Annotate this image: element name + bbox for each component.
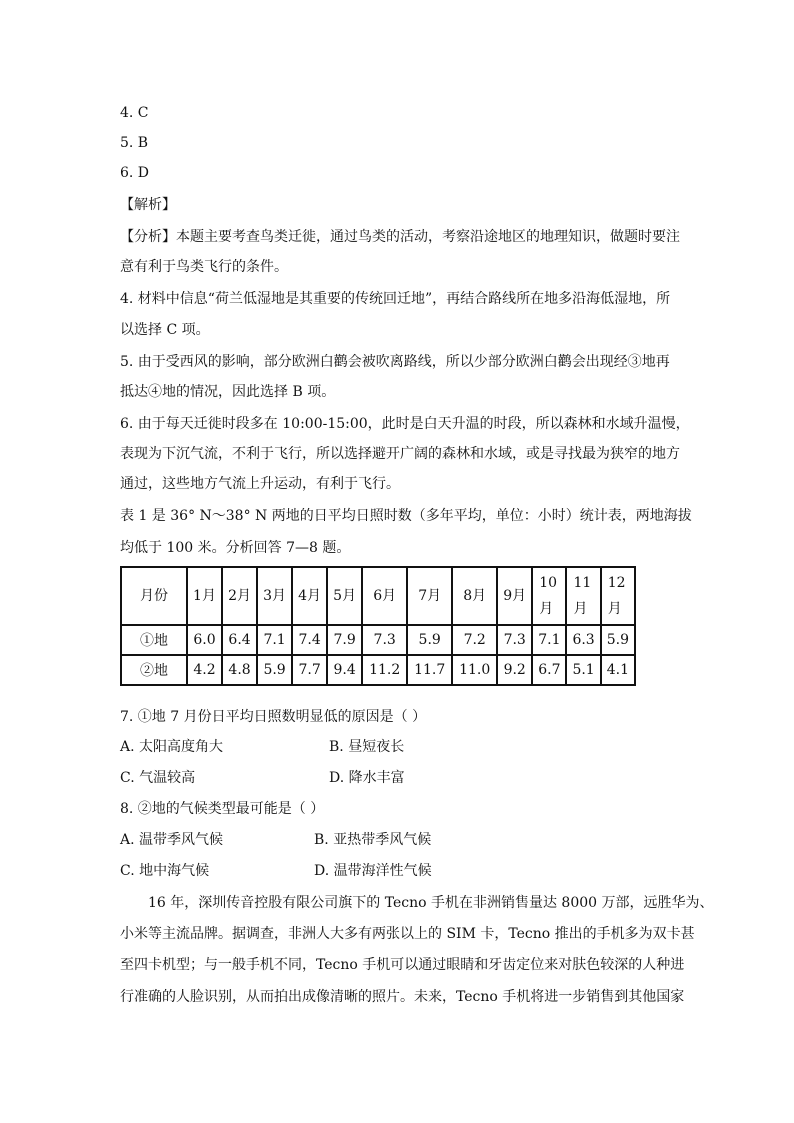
table-cell: 5.1 [566, 655, 600, 685]
answer-4: 4. C [120, 105, 149, 121]
explanation-q5: 抵达④地的情况，因此选择 B 项。 [120, 384, 336, 400]
table-cell: 6.4 [222, 625, 257, 655]
table-cell: 7.1 [532, 625, 566, 655]
q8-option-c: C. 地中海气候 [120, 863, 210, 879]
table-intro: 均低于 100 米。分析回答 7—8 题。 [120, 540, 351, 556]
answer-6: 6. D [120, 165, 150, 181]
table-cell: 4.1 [601, 655, 635, 685]
header-cell-bottom: 月 [573, 601, 588, 617]
question-7-stem: 7. ①地 7 月份日平均日照数明显低的原因是（ ） [120, 709, 427, 725]
table-row [121, 655, 635, 685]
header-cell: 1月 [187, 567, 222, 625]
table-cell: 7.3 [362, 625, 407, 655]
header-cell [532, 567, 566, 625]
table-cell: 5.9 [257, 655, 292, 685]
sunshine-table [120, 566, 636, 686]
row-label: ②地 [121, 655, 187, 685]
passage-line: 至四卡机型；与一般手机不同，Tecno 手机可以通过眼睛和牙齿定位来对肤色较深的人种进 [120, 957, 685, 973]
header-cell-top: 11 [573, 575, 592, 591]
table-cell: 11.7 [407, 655, 452, 685]
table-cell: 4.8 [222, 655, 257, 685]
q7-option-c: C. 气温较高 [120, 770, 196, 786]
table-cell: 7.4 [292, 625, 327, 655]
table-cell: 7.2 [452, 625, 497, 655]
header-cell: 8月 [452, 567, 497, 625]
header-cell: 6月 [362, 567, 407, 625]
table-cell: 6.7 [532, 655, 566, 685]
q8-option-d: D. 温带海洋性气候 [314, 863, 432, 879]
header-cell [601, 567, 635, 625]
passage-line: 行准确的人脸识别，从而拍出成像清晰的照片。未来，Tecno 手机将进一步销售到其他国家 [120, 989, 685, 1005]
analysis-line: 意有利于鸟类飞行的条件。 [120, 259, 288, 275]
table-cell: 4.2 [187, 655, 222, 685]
explanation-q4: 以选择 C 项。 [120, 322, 210, 338]
header-cell: 月份 [121, 567, 187, 625]
table-cell: 7.3 [497, 625, 532, 655]
header-cell-bottom: 月 [539, 601, 554, 617]
table-header-row [121, 567, 635, 625]
header-cell-top: 12 [607, 575, 626, 591]
q7-option-b: B. 昼短夜长 [329, 739, 405, 755]
explanation-q4: 4. 材料中信息“荷兰低湿地是其重要的传统回迁地”，再结合路线所在地多沿海低湿地，所 [120, 291, 671, 307]
table-cell: 6.0 [187, 625, 222, 655]
section-label: 【解析】 [120, 197, 176, 213]
header-cell: 4月 [292, 567, 327, 625]
q8-option-b: B. 亚热带季风气候 [314, 832, 432, 848]
header-cell-top: 10 [539, 575, 558, 591]
table-cell: 7.1 [257, 625, 292, 655]
table-cell: 5.9 [407, 625, 452, 655]
table-intro: 表 1 是 36° N～38° N 两地的日平均日照时数（多年平均，单位：小时）统计表，两地海拔 [120, 508, 692, 524]
q8-option-a: A. 温带季风气候 [120, 832, 224, 848]
table-cell: 11.2 [362, 655, 407, 685]
row-label: ①地 [121, 625, 187, 655]
passage-line: 16 年，深圳传音控股有限公司旗下的 Tecno 手机在非洲销售量达 8000 万部，远胜华为、 [148, 895, 714, 911]
header-cell: 5月 [327, 567, 362, 625]
passage-line: 小米等主流品牌。据调查，非洲人大多有两张以上的 SIM 卡，Tecno 推出的手机多为双卡甚 [120, 926, 695, 942]
header-cell: 2月 [222, 567, 257, 625]
explanation-q6: 表现为下沉气流，不利于飞行，所以选择避开广阔的森林和水域，或是寻找最为狭窄的地方 [120, 446, 680, 462]
explanation-q6: 6. 由于每天迁徙时段多在 10:00-15:00，此时是白天升温的时段，所以森林和水域升温慢， [120, 416, 690, 432]
header-cell: 3月 [257, 567, 292, 625]
table-cell: 9.4 [327, 655, 362, 685]
q7-option-d: D. 降水丰富 [329, 770, 405, 786]
table-cell: 7.9 [327, 625, 362, 655]
table-cell: 7.7 [292, 655, 327, 685]
question-8-stem: 8. ②地的气候类型最可能是（ ） [120, 801, 325, 817]
table-cell: 5.9 [601, 625, 635, 655]
q7-option-a: A. 太阳高度角大 [120, 739, 224, 755]
table-cell: 9.2 [497, 655, 532, 685]
header-cell [566, 567, 600, 625]
analysis-line: 【分析】本题主要考查鸟类迁徙，通过鸟类的活动，考察沿途地区的地理知识，做题时要注 [120, 229, 680, 245]
header-cell: 7月 [407, 567, 452, 625]
answer-5: 5. B [120, 135, 149, 151]
table-row [121, 625, 635, 655]
explanation-q6: 通过，这些地方气流上升运动，有利于飞行。 [120, 476, 400, 492]
explanation-q5: 5. 由于受西风的影响，部分欧洲白鹳会被吹离路线，所以少部分欧洲白鹳会出现经③地再 [120, 354, 670, 370]
header-cell-bottom: 月 [607, 601, 622, 617]
header-cell: 9月 [497, 567, 532, 625]
table-cell: 11.0 [452, 655, 497, 685]
table-cell: 6.3 [566, 625, 600, 655]
